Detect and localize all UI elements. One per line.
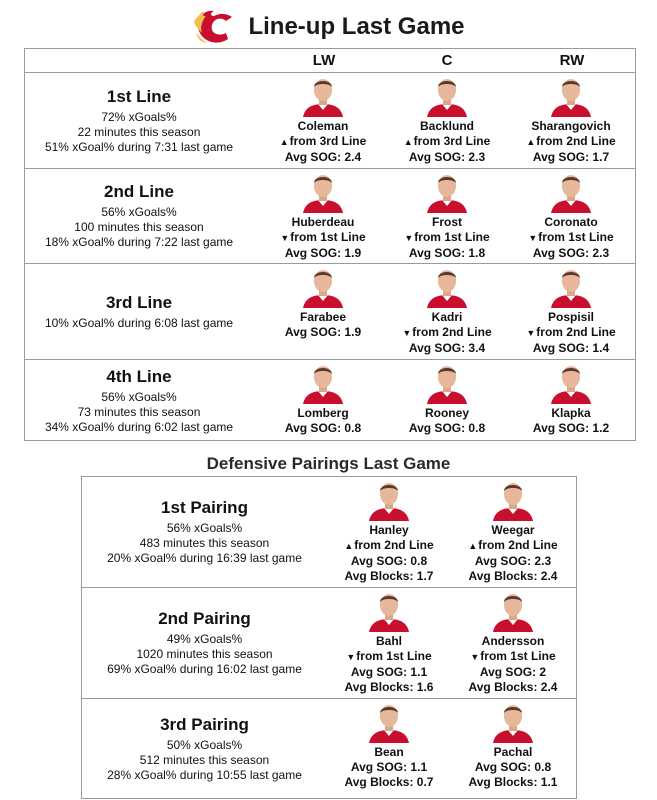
player-card — [261, 266, 385, 340]
arrow-down-icon: ▼ — [528, 233, 538, 243]
column-header-lw: LW — [312, 52, 336, 69]
line-change-text: from 2nd Line — [536, 325, 616, 339]
player-photo — [423, 171, 471, 213]
unit-stat: 51% xGoal% during 7:31 last game — [44, 139, 234, 154]
player-name: Pospisil — [547, 310, 594, 324]
avg-sog: Avg SOG: 1.8 — [408, 246, 486, 260]
line-change-text: from 1st Line — [538, 230, 614, 244]
unit-stat: 56% xGoals% — [101, 389, 177, 404]
avg-sog: Avg SOG: 2.4 — [284, 150, 362, 164]
player-photo — [423, 362, 471, 404]
unit-stat: 72% xGoals% — [101, 109, 177, 124]
player-photo — [489, 479, 537, 521]
defense-pairing-row — [82, 588, 576, 699]
line-change-text: from 3rd Line — [413, 134, 491, 148]
avg-sog: Avg SOG: 1.9 — [284, 325, 362, 339]
player-photo — [299, 266, 347, 308]
player-photo — [547, 171, 595, 213]
player-card — [385, 171, 509, 261]
avg-blocks: Avg Blocks: 0.7 — [344, 775, 434, 789]
player-card — [261, 362, 385, 436]
avg-sog: Avg SOG: 3.4 — [408, 341, 486, 355]
line-change-text: from 1st Line — [356, 649, 432, 663]
unit-name: 3rd Line — [105, 292, 173, 312]
player-card — [327, 701, 451, 790]
arrow-up-icon: ▲ — [403, 137, 413, 147]
unit-stat: 512 minutes this season — [139, 753, 270, 767]
arrow-up-icon: ▲ — [279, 137, 289, 147]
player-name: Klapka — [551, 406, 591, 420]
arrow-up-icon: ▲ — [468, 541, 478, 551]
player-photo — [489, 701, 537, 743]
player-photo — [489, 590, 537, 632]
player-card — [261, 171, 385, 261]
forward-line-row — [25, 73, 635, 169]
player-photo — [365, 701, 413, 743]
position-header-row — [25, 49, 635, 73]
line-change — [280, 230, 365, 246]
defense-pairing-row — [82, 477, 576, 588]
unit-stat: 34% xGoal% during 6:02 last game — [44, 419, 234, 434]
arrow-down-icon: ▼ — [404, 233, 414, 243]
player-name: Andersson — [481, 634, 545, 648]
player-name: Kadri — [431, 310, 463, 324]
avg-sog: Avg SOG: 0.8 — [408, 421, 486, 435]
player-photo — [299, 362, 347, 404]
unit-summary — [82, 477, 327, 587]
line-change — [526, 134, 615, 150]
player-photo — [423, 266, 471, 308]
line-change-text: from 2nd Line — [354, 538, 434, 552]
unit-stat: 22 minutes this season — [77, 124, 201, 139]
arrow-up-icon: ▲ — [344, 541, 354, 551]
player-card — [327, 590, 451, 695]
unit-summary — [25, 264, 253, 359]
avg-sog: Avg SOG: 2.3 — [474, 554, 552, 568]
defensive-pairings-table — [81, 476, 577, 799]
player-photo — [365, 590, 413, 632]
unit-name: 1st Pairing — [161, 498, 248, 517]
forward-line-row — [25, 169, 635, 264]
avg-blocks: Avg Blocks: 2.4 — [468, 569, 558, 583]
arrow-up-icon: ▲ — [526, 137, 536, 147]
arrow-down-icon: ▼ — [280, 233, 290, 243]
player-name: Farabee — [299, 310, 347, 324]
unit-summary — [82, 588, 327, 698]
player-card — [261, 75, 385, 165]
avg-sog: Avg SOG: 1.4 — [532, 341, 610, 355]
arrow-down-icon: ▼ — [346, 652, 356, 662]
line-change — [404, 230, 489, 246]
line-change — [526, 325, 615, 341]
unit-summary — [25, 360, 253, 441]
avg-sog: Avg SOG: 0.8 — [284, 421, 362, 435]
avg-sog: Avg SOG: 1.2 — [532, 421, 610, 435]
line-change — [470, 649, 555, 665]
unit-stat: 18% xGoal% during 7:22 last game — [44, 235, 234, 249]
player-name: Hanley — [369, 523, 409, 537]
defense-section-title: Defensive Pairings Last Game — [206, 454, 451, 473]
arrow-down-icon: ▼ — [402, 328, 412, 338]
player-name: Pachal — [493, 745, 533, 759]
player-name: Backlund — [419, 119, 474, 133]
player-photo — [365, 479, 413, 521]
unit-stat: 483 minutes this season — [139, 536, 270, 550]
player-photo — [547, 266, 595, 308]
line-change — [402, 325, 491, 341]
line-change-text: from 1st Line — [290, 230, 366, 244]
player-card — [509, 362, 633, 436]
player-photo — [547, 362, 595, 404]
line-change-text: from 2nd Line — [478, 538, 558, 552]
unit-summary — [82, 699, 327, 799]
unit-stat: 50% xGoals% — [166, 738, 243, 752]
player-photo — [423, 75, 471, 117]
player-name: Coleman — [297, 119, 349, 133]
line-change-text: from 2nd Line — [412, 325, 492, 339]
player-card — [451, 590, 575, 695]
player-name: Frost — [432, 215, 462, 229]
unit-stat: 20% xGoal% during 16:39 last game — [107, 551, 302, 565]
player-card — [385, 362, 509, 436]
unit-stat: 28% xGoal% during 10:55 last game — [107, 768, 302, 782]
column-header-rw: RW — [559, 52, 585, 69]
line-change — [346, 649, 431, 665]
forward-lines-table — [24, 48, 636, 441]
defense-pairing-row — [82, 699, 576, 799]
unit-name: 3rd Pairing — [160, 715, 249, 734]
avg-sog: Avg SOG: 1.1 — [350, 760, 428, 774]
unit-stat: 69% xGoal% during 16:02 last game — [107, 662, 302, 676]
player-photo — [299, 171, 347, 213]
player-name: Rooney — [424, 406, 469, 420]
player-card — [385, 266, 509, 356]
avg-sog: Avg SOG: 2.3 — [532, 246, 610, 260]
player-name: Coronato — [544, 215, 598, 229]
unit-stat: 10% xGoal% during 6:08 last game — [44, 315, 234, 330]
unit-summary — [25, 169, 253, 263]
player-card — [451, 479, 575, 584]
arrow-down-icon: ▼ — [526, 328, 536, 338]
unit-stat: 56% xGoals% — [101, 205, 177, 219]
forward-line-row — [25, 360, 635, 441]
player-name: Sharangovich — [531, 119, 611, 133]
unit-stat: 100 minutes this season — [74, 220, 204, 234]
arrow-down-icon: ▼ — [470, 652, 480, 662]
avg-sog: Avg SOG: 2 — [479, 665, 547, 679]
unit-stat: 56% xGoals% — [166, 521, 243, 535]
unit-stat: 49% xGoals% — [166, 632, 243, 646]
player-photo — [299, 75, 347, 117]
line-change-text: from 1st Line — [414, 230, 490, 244]
line-change-text: from 1st Line — [480, 649, 556, 663]
player-card — [327, 479, 451, 584]
player-card — [509, 171, 633, 261]
avg-blocks: Avg Blocks: 2.4 — [468, 680, 558, 694]
player-name: Weegar — [491, 523, 535, 537]
player-name: Huberdeau — [291, 215, 355, 229]
flames-logo-icon — [192, 7, 236, 47]
avg-blocks: Avg Blocks: 1.7 — [344, 569, 434, 583]
unit-summary — [25, 73, 253, 168]
forward-line-row — [25, 264, 635, 360]
avg-sog: Avg SOG: 0.8 — [474, 760, 552, 774]
unit-name: 1st Line — [106, 86, 172, 106]
avg-blocks: Avg Blocks: 1.1 — [468, 775, 558, 789]
unit-name: 2nd Pairing — [158, 609, 251, 628]
unit-stat: 1020 minutes this season — [136, 647, 273, 661]
column-header-c: C — [441, 52, 453, 69]
player-photo — [547, 75, 595, 117]
player-card — [451, 701, 575, 790]
avg-sog: Avg SOG: 1.7 — [532, 150, 610, 164]
avg-sog: Avg SOG: 1.9 — [284, 246, 362, 260]
line-change — [280, 134, 367, 150]
unit-name: 4th Line — [106, 366, 172, 386]
player-card — [385, 75, 509, 165]
player-name: Lomberg — [297, 406, 349, 420]
avg-sog: Avg SOG: 1.1 — [350, 665, 428, 679]
line-change-text: from 2nd Line — [536, 134, 616, 148]
line-change — [404, 134, 491, 150]
line-change — [344, 538, 433, 554]
player-name: Bean — [374, 745, 404, 759]
avg-sog: Avg SOG: 2.3 — [408, 150, 486, 164]
player-card — [509, 266, 633, 356]
title-bar — [0, 6, 657, 48]
line-change — [468, 538, 557, 554]
line-change — [528, 230, 613, 246]
player-name: Bahl — [375, 634, 402, 648]
unit-name: 2nd Line — [104, 182, 174, 201]
page-title: Line-up Last Game — [248, 13, 465, 40]
avg-sog: Avg SOG: 0.8 — [350, 554, 428, 568]
player-card — [509, 75, 633, 165]
line-change-text: from 3rd Line — [289, 134, 367, 148]
unit-stat: 73 minutes this season — [77, 404, 201, 419]
avg-blocks: Avg Blocks: 1.6 — [344, 680, 434, 694]
